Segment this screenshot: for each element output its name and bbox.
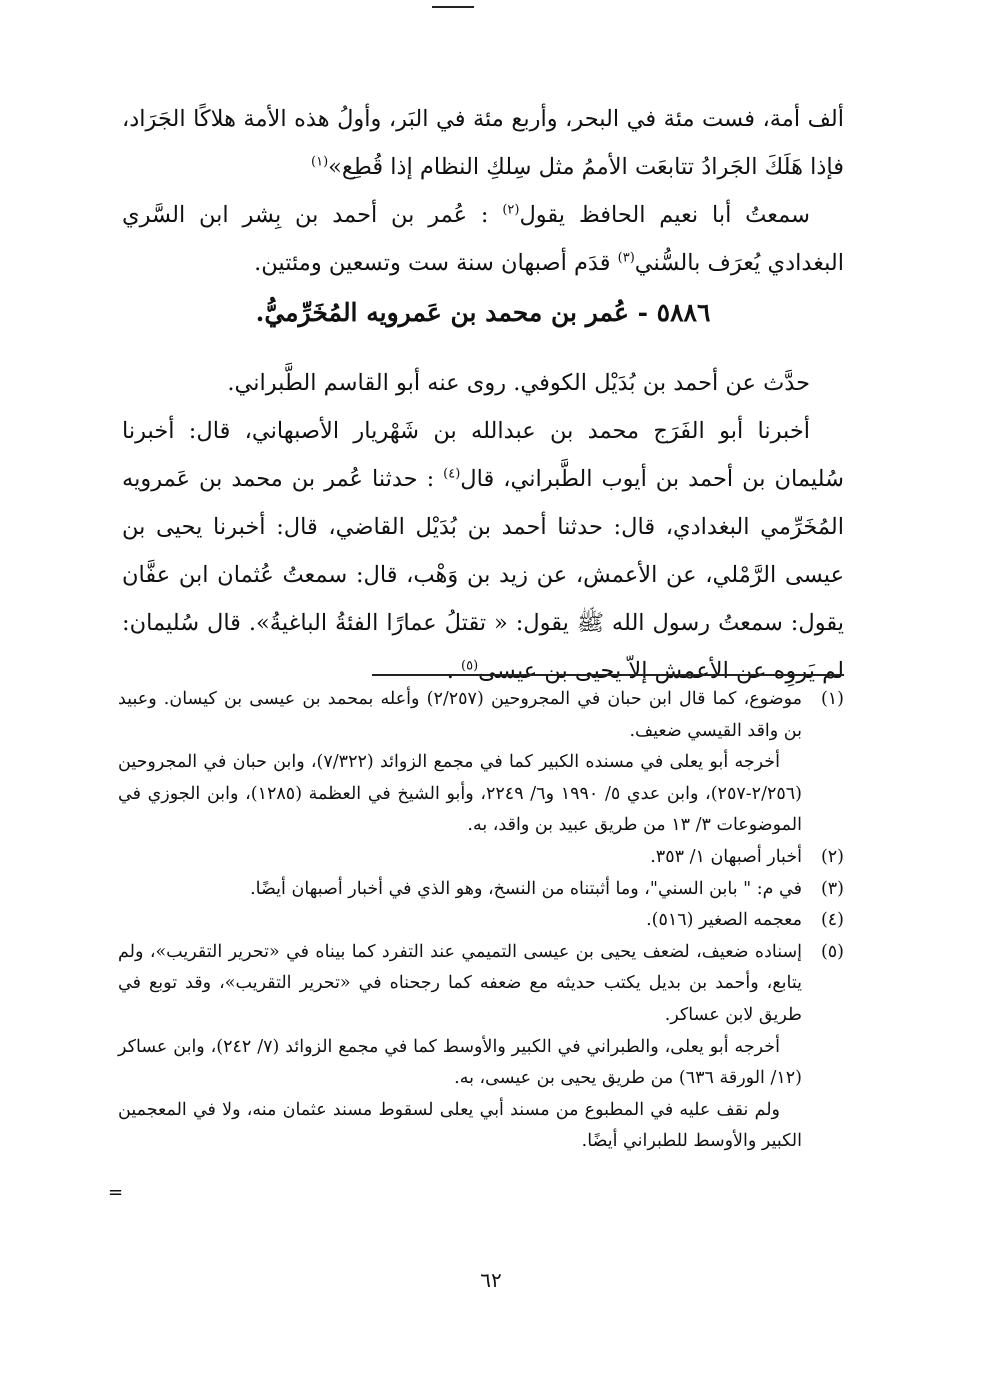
footnote-separator [372,674,844,676]
footnote-item [118,684,844,842]
footnote-ref-4: (٤) [443,466,461,482]
footnote-body [118,684,802,842]
paragraph-4-text-c: . [446,658,462,684]
footnote-item [118,874,844,906]
footnote-body [118,905,802,937]
paragraph-2 [122,191,844,287]
footnote-number: (٢) [820,846,844,867]
continuation-mark: = [108,1182,124,1203]
footnote-item [118,905,844,937]
footnote-number: (٤) [820,910,844,931]
footnote-body [118,842,802,874]
footnote-ref-3: (٣) [617,250,635,266]
main-text [122,95,844,695]
footnote-line: موضوع، كما قال ابن حبان في المجروحين (٢/٢٥٧) وأعله بمحمد بن عيسى بن كيسان. وعبيد بن واقد القيسي ضعيف. [118,689,802,741]
footnotes [118,684,844,1158]
footnote-line: أخرجه أبو يعلى، والطبراني في الكبير والأوسط كما في مجمع الزوائد (٧/ ٢٤٢)، وابن عساكر (١٢/ الورقة ٦٣٦) من طريق يحيى بن عيسى، به. [118,1036,802,1089]
page-number: ٦٢ [480,1268,502,1292]
footnote-ref-5: (٥) [461,658,479,674]
entry-heading: ٥٨٨٦ - عُمر بن محمد بن عَمرويه المُخَرِّميُّ. [255,298,711,327]
footnote-number: (٣) [820,878,844,899]
footnote-body [118,874,802,906]
paragraph-2-text-b: : عُمر بن أحمد بن بِشر ابن السَّري البغدادي يُعرَف بالسُّني [122,202,844,276]
footnote-body [118,937,802,1158]
paragraph-3: حدَّث عن أحمد بن بُدَيْل الكوفي. روى عنه أبو القاسم الطَّبراني. [227,370,810,396]
footnote-line: إسناده ضعيف، لضعف يحيى بن عيسى التميمي عند التفرد كما بيناه في «تحرير التقريب»، ولم يتابع، وأحمد بن بديل يكتب حديثه مع ضعفه كما رجحناه في «تحرير التقريب»، وقد توبع في طريق لابن عساكر. [118,941,802,1025]
footnote-number: (١) [820,689,844,709]
paragraph-1-text: ألف أمة، فست مئة في البحر، وأربع مئة في البَر، وأولُ هذه الأمة هلاكًا الجَرَاد، فإذا هَلَكَ الجَرادُ تتابعَت الأممُ مثل سِلكِ النظام إذا قُطِع» [122,106,844,180]
paragraph-4-text-b: : حدثنا عُمر بن محمد بن عَمرويه المُخَرِّمي البغدادي، قال: حدثنا أحمد بن بُدَيْل القاضي، قال: أخبرنا يحيى بن عيسى الرَّمْلي، عن الأعمش، عن زيد بن وَهْب، قال: سمعتُ عُثمان ابن عفَّان يقول: سمعتُ رسول الله ﷺ يقول: « تقتلُ عمارًا الفئةُ الباغيةُ». قال سُليمان: لم يَروِه عن الأعمش إلاّ يحيى بن عيسى [122,466,844,684]
footnote-line: في م: " بابن السني"، وما أثبتناه من النسخ، وهو الذي في أخبار أصبهان أيضًا. [250,878,802,899]
paragraph-2-text-a: سمعتُ أبا نعيم الحافظ يقول [519,202,810,228]
footnote-line: أخرجه أبو يعلى في مسنده الكبير كما في مجمع الزوائد (٧/٣٢٢)، وابن حبان في المجروحين (٢/٢٥٦-٢٥٧)، وابن عدي ٥/ ١٩٩٠ و٦/ ٢٢٤٩، وأبو الشيخ في العظمة (١٢٨٥)، وابن الجوزي في الموضوعات ٣/ ١٣ من طريق عبيد بن واقد، به. [118,752,802,836]
paragraph-2-text-c: قدَم أصبهان سنة ست وتسعين ومئتين. [254,250,618,276]
page-top-mark [432,6,474,8]
paragraph-4-text-a: أخبرنا أبو الفَرَج محمد بن عبدالله بن شَهْريار الأصبهاني، قال: أخبرنا سُليمان بن أحمد بن أيوب الطَّبراني، قال [122,418,844,492]
footnote-item [118,937,844,1158]
footnote-ref-2: (٢) [502,202,520,218]
footnote-line: معجمه الصغير (٥١٦). [646,910,802,931]
footnote-ref-1: (١) [311,154,329,170]
footnote-number: (٥) [820,941,844,962]
paragraph-4 [122,407,844,695]
footnote-line: ولم نقف عليه في المطبوع من مسند أبي يعلى لسقوط مسند عثمان منه، ولا في المعجمين الكبير والأوسط للطبراني أيضًا. [118,1099,802,1152]
footnote-item [118,842,844,874]
paragraph-1 [122,95,844,191]
footnote-line: أخبار أصبهان ١/ ٣٥٣. [650,846,802,867]
